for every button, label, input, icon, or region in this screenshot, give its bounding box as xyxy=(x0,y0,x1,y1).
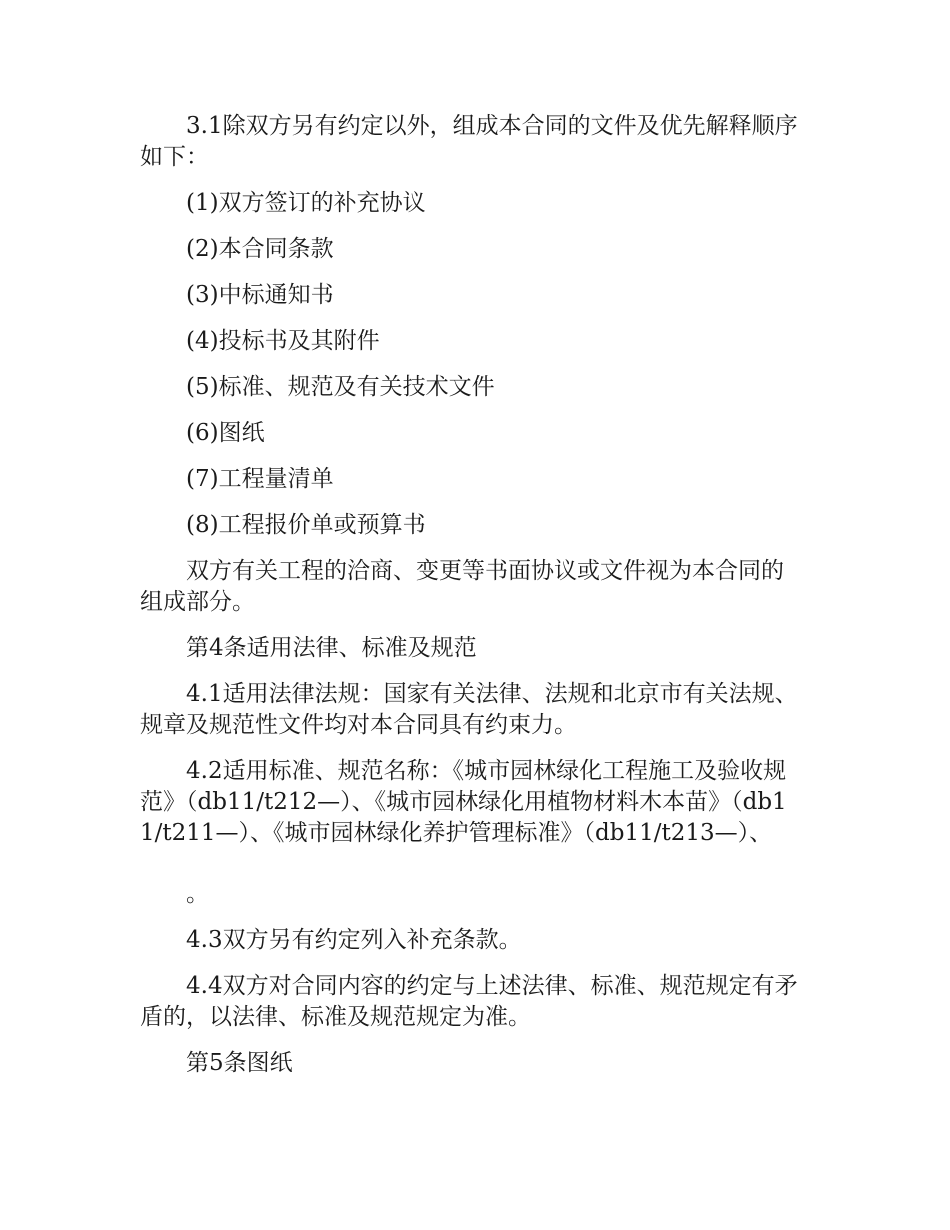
list-item-4: (4)投标书及其附件 xyxy=(186,328,380,354)
list-item-1: (1)双方签订的补充协议 xyxy=(186,190,426,216)
list-item-5: (5)标准、规范及有关技术文件 xyxy=(186,374,495,400)
list-item-3: (3)中标通知书 xyxy=(186,282,334,308)
list-item-7: (7)工程量清单 xyxy=(186,466,334,492)
clause-4-1: 4.1适用法律法规：国家有关法律、法规和北京市有关法规、规章及规范性文件均对本合同具有约束力。 xyxy=(140,681,798,738)
document-page xyxy=(140,111,805,1094)
list-item-2: (2)本合同条款 xyxy=(186,236,334,262)
article-4-heading: 第4条适用法律、标准及规范 xyxy=(186,635,477,661)
supplement-paragraph: 双方有关工程的洽商、变更等书面协议或文件视为本合同的组成部分。 xyxy=(140,558,784,615)
clause-4-2-end: 。 xyxy=(186,881,209,907)
clause-4-4: 4.4双方对合同内容的约定与上述法律、标准、规范规定有矛盾的，以法律、标准及规范规定为准。 xyxy=(140,973,798,1030)
clause-3-1: 3.1除双方另有约定以外，组成本合同的文件及优先解释顺序如下： xyxy=(140,113,798,170)
article-5-heading: 第5条图纸 xyxy=(186,1050,293,1076)
list-item-6: (6)图纸 xyxy=(186,420,265,446)
clause-4-3: 4.3双方另有约定列入补充条款。 xyxy=(186,927,522,953)
clause-4-2: 4.2适用标准、规范名称：《城市园林绿化工程施工及验收规范》（db11/t212—）、《城市园林绿化用植物材料木本苗》（db11/t211—）、《城市园林绿化养护管理标准》（db11/t213—）、 xyxy=(140,758,787,846)
list-item-8: (8)工程报价单或预算书 xyxy=(186,512,426,538)
